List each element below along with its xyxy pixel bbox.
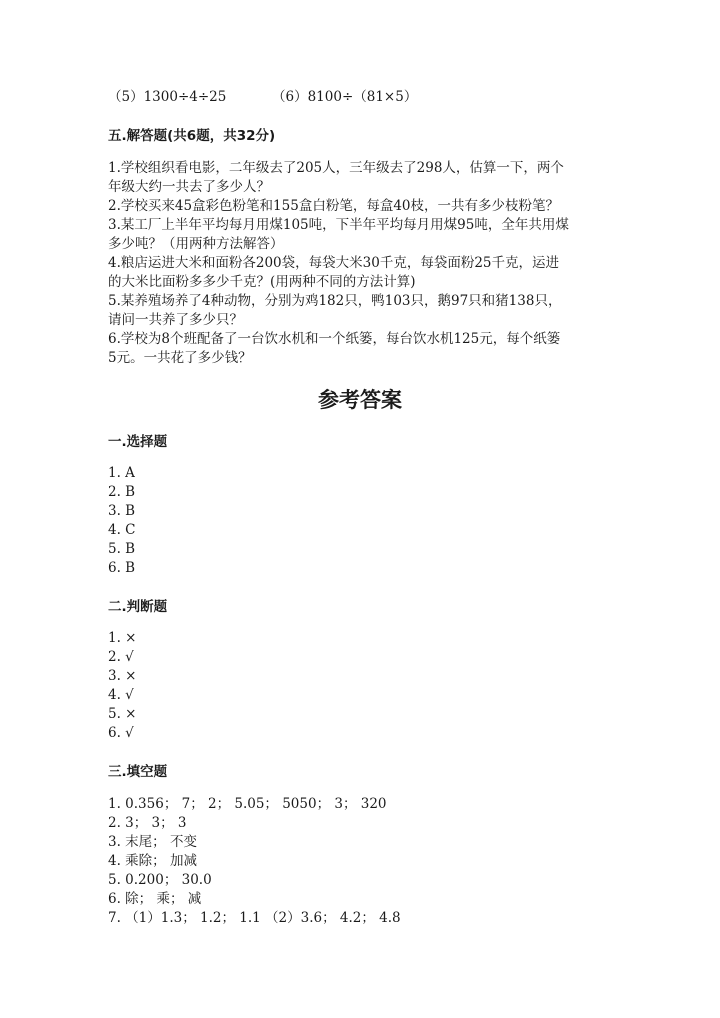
problem-5: （5）1300÷4÷25 [108,89,227,105]
answers-title: 参考答案 [318,388,402,412]
judge-answer: 2. √ [108,649,134,665]
section-5-line: 3.某工厂上半年平均每月用煤105吨，下半年平均每月用煤95吨，全年共用煤 [108,217,569,233]
choice-heading: 一.选择题 [108,434,168,450]
section-5-line: 2.学校买来45盒彩色粉笔和155盒白粉笔，每盒40枝，一共有多少枝粉笔？ [108,198,560,214]
fill-answer: 6. 除； 乘； 减 [108,891,202,907]
section-5-line: 5元。一共花了多少钱？ [108,350,252,366]
section-5-line: 4.粮店运进大米和面粉各200袋，每袋大米30千克，每袋面粉25千克，运进 [108,255,560,271]
choice-answer: 2. B [108,484,136,500]
choice-answer: 5. B [108,541,136,557]
judge-answer: 1. × [108,630,137,646]
fill-answer: 1. 0.356； 7； 2； 5.05； 5050； 3； 320 [108,796,387,812]
section-5-line: 年级大约一共去了多少人？ [108,179,270,195]
section-5-line: 5.某养殖场养了4种动物，分别为鸡182只，鸭103只，鹅97只和猪138只， [108,293,562,309]
fill-answer: 4. 乘除； 加减 [108,853,197,869]
section-5-line: 1.学校组织看电影，二年级去了205人，三年级去了298人，估算一下，两个 [108,160,564,176]
section-5-line: 的大米比面粉多多少千克？(用两种不同的方法计算) [108,274,416,290]
judge-answer: 5. × [108,706,137,722]
section-5-line: 多少吨？（用两种方法解答） [108,236,284,252]
choice-answer: 3. B [108,503,136,519]
fill-heading: 三.填空题 [108,764,168,780]
choice-answer: 1. A [108,465,135,481]
fill-answer: 3. 末尾； 不变 [108,834,197,850]
section-5-heading: 五.解答题(共6题，共32分) [108,128,276,144]
judge-answer: 3. × [108,668,137,684]
fill-answer: 7. （1）1.3； 1.2； 1.1 （2）3.6； 4.2； 4.8 [108,910,401,926]
problem-6: （6）8100÷（81×5） [272,89,418,105]
section-5-line: 6.学校为8个班配备了一台饮水机和一个纸篓，每台饮水机125元，每个纸篓 [108,331,561,347]
fill-answer: 5. 0.200； 30.0 [108,872,212,888]
judge-answer: 4. √ [108,687,134,703]
judge-heading: 二.判断题 [108,599,168,615]
choice-answer: 6. B [108,560,136,576]
judge-answer: 6. √ [108,725,134,741]
section-5-line: 请问一共养了多少只？ [108,312,243,328]
top-row [108,88,418,107]
choice-answer: 4. C [108,522,136,538]
fill-answer: 2. 3； 3； 3 [108,815,187,831]
